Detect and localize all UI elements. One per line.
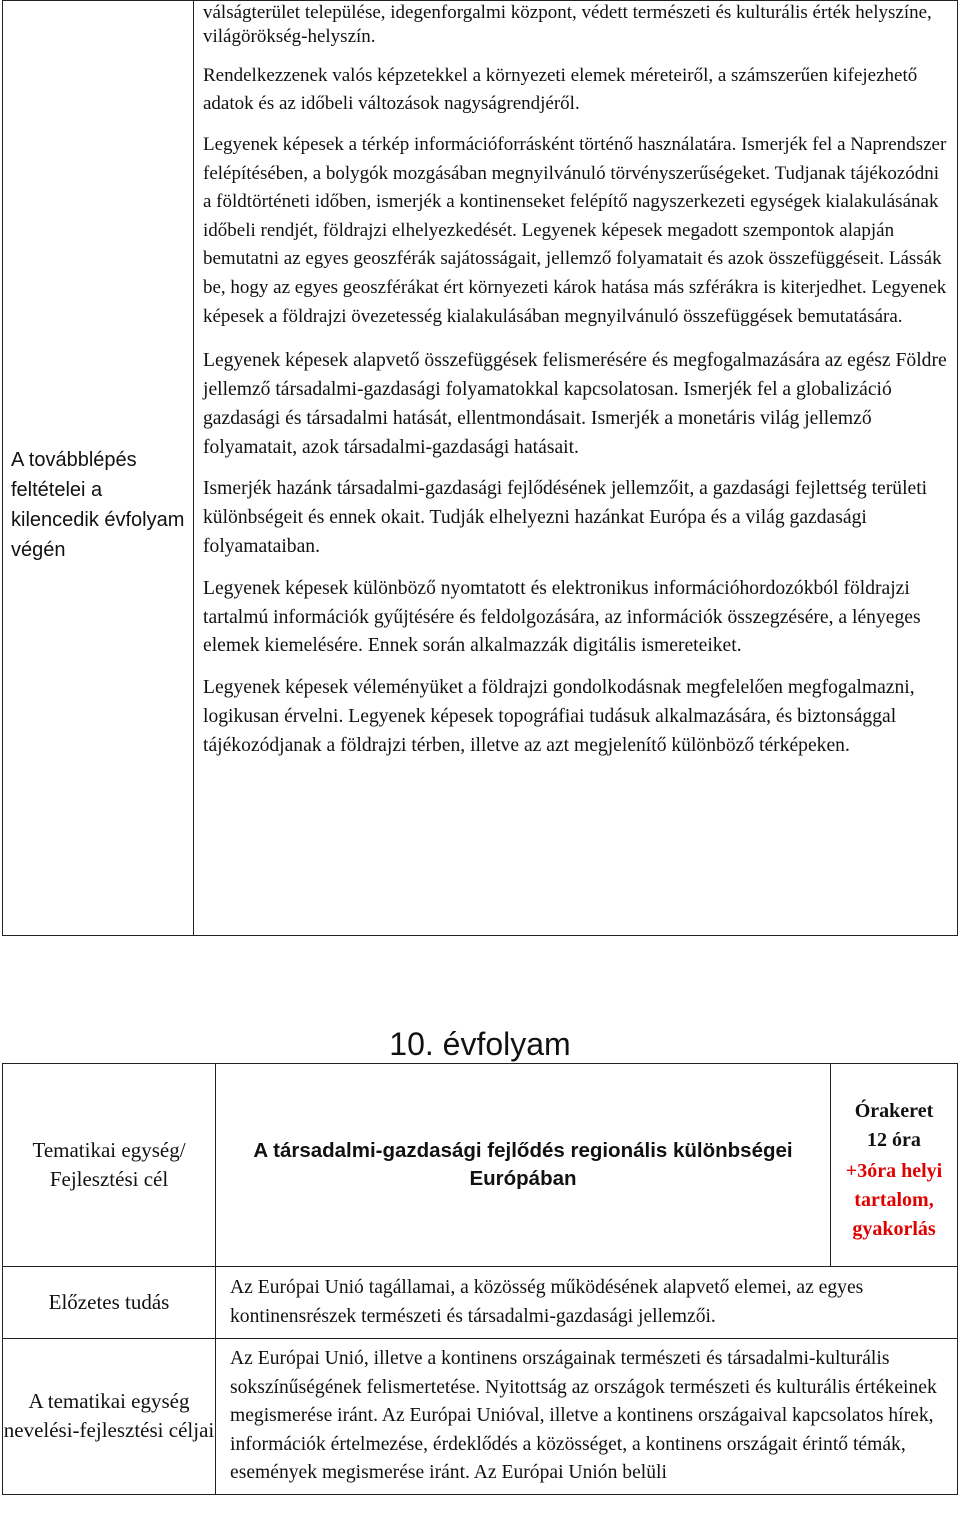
hours-label: Órakeret: [854, 1099, 934, 1122]
requirements-paragraph: Ismerjék hazánk társadalmi-gazdasági fejlődésének jellemzőit, a gazdasági fejlettség területi különbségeit és ennek okait. Tudják elhelyezni hazánkat Európa és a világ gazdasági folyamataiban.: [203, 478, 928, 557]
goals-text-cell: [216, 1339, 958, 1495]
prior-label: Előzetes tudás: [48, 1290, 170, 1314]
goals-label: A tematikai egység nevelési-fejlesztési céljai: [3, 1389, 215, 1443]
requirements-paragraph: Legyenek képesek a térkép információforrásként történő használatára. Ismerjék fel a Naprendszer felépítésében, a bolygók mozgásában megnyilvánuló törvényszerűségeket. Tudjanak tájékozódni a földtörténeti időben, ismerjék a kontinenseket felépítő nagyszerkezeti egységek kialakulásának időbeli rendjét, földrajzi elhelyezkedését. Legyenek képesek megadott szempontok alapján bemutatni az egyes geoszférák sajátosságait, jellemző folyamatait és azok összefüggéseit. Lássák be, hogy az egyes geoszférákat ért környezeti károk hatása más szférákra is kiterjedhet. Legyenek képesek a földrajzi övezetesség kialakulásában megnyilvánuló összefüggések bemutatására.: [203, 134, 947, 327]
hours-value: 12 óra: [867, 1128, 921, 1151]
unit-label: Tematikai egység/ Fejlesztési cél: [32, 1138, 186, 1191]
requirements-paragraph: Legyenek képesek véleményüket a földrajzi gondolkodásnak megfelelően megfogalmazni, logikusan érvelni. Legyenek képesek topográfiai tudásuk alkalmazására, és biztonsággal tájékozódjanak a földrajzi térben, illetve az azt megjelenítő különböző térképeken.: [203, 677, 915, 756]
unit-title-cell: [216, 1064, 831, 1267]
requirements-label: A továbblépés feltételei a kilencedik évfolyam végén: [11, 449, 185, 561]
requirements-content-cell: [194, 1, 958, 936]
goals-text: Az Európai Unió, illetve a kontinens országainak természeti és társadalmi-kulturális sokszínűségének felismertetése. Nyitottság az országok természeti és kulturális értékeinek megismerése iránt. Az Európai Unióval, illetve a kontinens országaival kapcsolatos hírek, információk értelmezése, érdeklődés a közösséget, a kontinens országait érintő témák, események megismerése iránt. Az Európai Unión belüli: [230, 1348, 937, 1484]
unit-label-cell: [3, 1064, 216, 1267]
requirements-label-cell: [3, 1, 194, 936]
grade-heading: [0, 1024, 960, 1064]
hours-extra: +3óra helyi tartalom, gyakorlás: [845, 1159, 943, 1240]
goals-label-cell: [3, 1339, 216, 1495]
prior-text: Az Európai Unió tagállamai, a közösség működésének alapvető elemei, az egyes kontinensrészek természeti és társadalmi-gazdasági jellemzői.: [230, 1276, 864, 1327]
unit-title: A társadalmi-gazdasági fejlődés regionális különbségei Európában: [253, 1139, 793, 1190]
requirements-paragraph: válságterület települése, idegenforgalmi központ, védett természeti és kulturális érték helyszíne, világörökség-helyszín.: [203, 2, 932, 47]
requirements-paragraph: Legyenek képesek különböző nyomtatott és elektronikus információhordozókból földrajzi tartalmú információk gyűjtésére és feldolgozására, az információk összegzésére, a lényeges elemek kiemelésére. Ennek során alkalmazzák digitális ismereteiket.: [203, 577, 921, 657]
prior-text-cell: [216, 1267, 958, 1339]
thematic-unit-table: [2, 1063, 958, 1495]
grade-heading-text: 10. évfolyam: [389, 1026, 571, 1062]
requirements-paragraph: Legyenek képesek alapvető összefüggések felismerésére és megfogalmazására az egész Földre jellemző társadalmi-gazdasági folyamatokkal kapcsolatosan. Ismerjék fel a globalizáció gazdasági és társadalmi hatását, ellentmondásait. Ismerjék a monetáris világ jellemző folyamatait, azok társadalmi-gazdasági hatásait.: [203, 350, 947, 458]
prior-label-cell: [3, 1267, 216, 1339]
hours-cell: [831, 1064, 958, 1267]
requirements-paragraph: Rendelkezzenek valós képzetekkel a környezeti elemek méreteiről, a számszerűen kifejezhető adatok és az időbeli változások nagyságrendjéről.: [203, 65, 918, 114]
requirements-table: [2, 0, 958, 936]
